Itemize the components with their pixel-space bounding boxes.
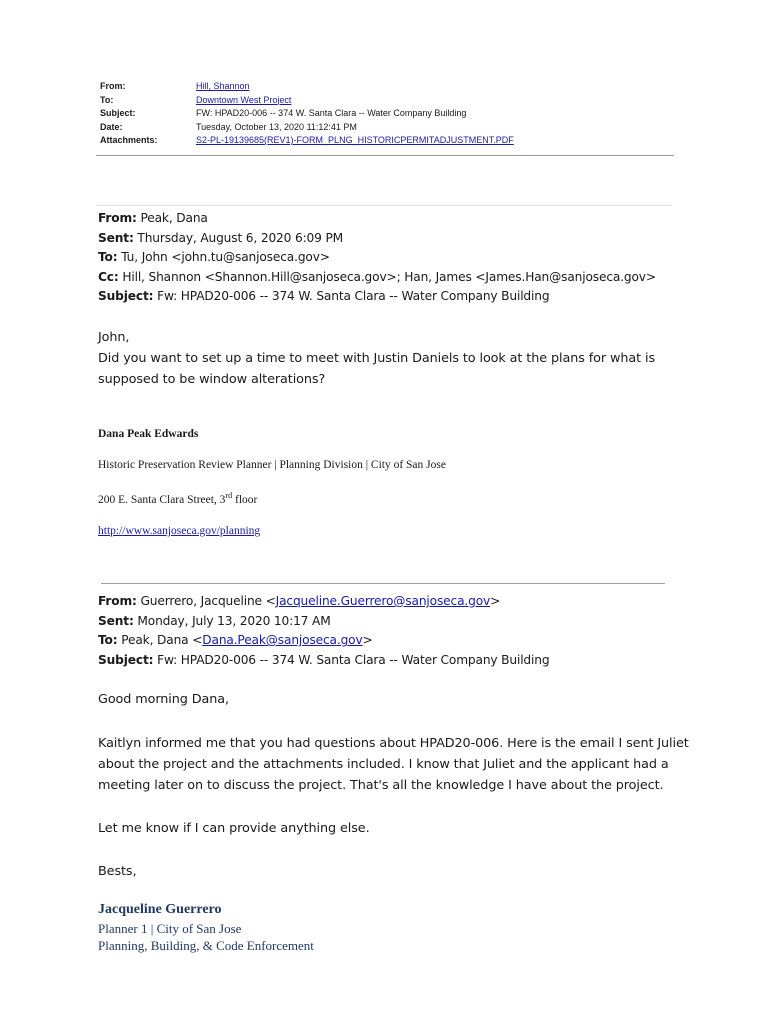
msg2-to-line: To: Peak, Dana <Dana.Peak@sanjoseca.gov> bbox=[98, 633, 373, 648]
msg2-header bbox=[98, 592, 549, 670]
msg2-paragraph bbox=[98, 733, 689, 796]
msg2-subject-line: Subject: Fw: HPAD20-006 -- 374 W. Santa Clara -- Water Company Building bbox=[98, 652, 550, 667]
msg2-sig-dept: Planning, Building, & Code Enforcement bbox=[98, 938, 314, 953]
msg1-cc-line: Cc: Hill, Shannon <Shannon.Hill@sanjoseca.gov>; Han, James <James.Han@sanjoseca.gov> bbox=[98, 269, 656, 284]
msg2-closing-line: Let me know if I can provide anything else. bbox=[98, 821, 370, 836]
msg2-from-line: From: Guerrero, Jacqueline <Jacqueline.Guerrero@sanjoseca.gov> bbox=[98, 594, 501, 608]
msg1-from-value: Peak, Dana bbox=[140, 211, 208, 225]
msg1-cc-value: Hill, Shannon <Shannon.Hill@sanjoseca.gov>; Han, James <James.Han@sanjoseca.gov> bbox=[122, 269, 656, 284]
msg1-sig-name: Dana Peak Edwards bbox=[98, 428, 199, 440]
msg1-sig-title: Historic Preservation Review Planner | Planning Division | City of San Jose bbox=[98, 459, 446, 471]
msg1-body-line: Did you want to set up a time to meet with Justin Daniels to look at the plans for what is bbox=[98, 351, 656, 366]
msg1-body bbox=[98, 327, 655, 390]
msg1-to-value: Tu, John <john.tu@sanjoseca.gov> bbox=[121, 250, 330, 265]
forward-header bbox=[100, 80, 514, 148]
msg1-subject-value: Fw: HPAD20-006 -- 374 W. Santa Clara -- Water Company Building bbox=[157, 289, 550, 304]
msg2-para-line: about the project and the attachments included. I know that Juliet and the applicant had a bbox=[98, 757, 669, 772]
msg1-sig-url-link[interactable]: http://www.sanjoseca.gov/planning bbox=[98, 525, 261, 537]
msg2-sig-name: Jacqueline Guerrero bbox=[98, 902, 222, 917]
msg2-para-line: meeting later on to discuss the project. That's all the knowledge I have about the project. bbox=[98, 778, 664, 793]
msg2-sig-title: Planner 1 | City of San Jose bbox=[98, 921, 242, 936]
msg1-sent-value: Thursday, August 6, 2020 6:09 PM bbox=[137, 230, 344, 245]
fwd-subject-label: Subject: bbox=[100, 108, 136, 118]
fwd-from-row bbox=[100, 80, 514, 94]
fwd-to-row bbox=[100, 94, 514, 108]
fwd-attachments-label: Attachments: bbox=[100, 135, 158, 145]
message-divider bbox=[101, 583, 665, 584]
fwd-attachments-row bbox=[100, 134, 514, 148]
attachment-link[interactable]: S2-PL-19139685(REV1)-FORM_PLNG_HISTORICPERMITADJUSTMENT.PDF bbox=[196, 135, 514, 145]
msg2-subject-value: Fw: HPAD20-006 -- 374 W. Santa Clara -- Water Company Building bbox=[157, 652, 550, 667]
fwd-subject-row bbox=[100, 107, 514, 121]
msg2-para-line: Kaitlyn informed me that you had questions about HPAD20-006. Here is the email I sent Juliet bbox=[98, 736, 689, 751]
msg1-header bbox=[98, 209, 656, 307]
msg1-subject-line: Subject: Fw: HPAD20-006 -- 374 W. Santa Clara -- Water Company Building bbox=[98, 289, 550, 304]
fwd-from-link[interactable]: Hill, Shannon bbox=[196, 81, 250, 91]
msg2-to-email-link[interactable]: Dana.Peak@sanjoseca.gov bbox=[202, 633, 363, 648]
fwd-date-row bbox=[100, 121, 514, 135]
msg1-body-line: John, bbox=[98, 330, 130, 345]
msg1-from-line: From: Peak, Dana bbox=[98, 211, 208, 225]
header-divider bbox=[96, 155, 674, 156]
fwd-to-label: To: bbox=[100, 94, 114, 105]
msg1-sig-address: 200 E. Santa Clara Street, 3rd floor bbox=[98, 491, 258, 506]
fwd-date-value: Tuesday, October 13, 2020 11:12:41 PM bbox=[196, 121, 357, 132]
msg2-from-email-link[interactable]: Jacqueline.Guerrero@sanjoseca.gov bbox=[275, 594, 491, 608]
msg2-sent-line: Sent: Monday, July 13, 2020 10:17 AM bbox=[98, 613, 331, 628]
msg1-body-line: supposed to be window alterations? bbox=[98, 372, 326, 387]
message-divider-light bbox=[96, 205, 672, 206]
msg2-signoff: Bests, bbox=[98, 864, 137, 879]
msg1-sent-line: Sent: Thursday, August 6, 2020 6:09 PM bbox=[98, 230, 344, 245]
fwd-from-label: From: bbox=[100, 81, 126, 91]
msg1-to-line: To: Tu, John <john.tu@sanjoseca.gov> bbox=[98, 250, 330, 265]
msg2-greeting: Good morning Dana, bbox=[98, 692, 229, 707]
fwd-to-link[interactable]: Downtown West Project bbox=[196, 94, 292, 105]
fwd-date-label: Date: bbox=[100, 121, 123, 132]
fwd-subject-value: FW: HPAD20-006 -- 374 W. Santa Clara -- Water Company Building bbox=[196, 108, 467, 118]
msg2-sent-value: Monday, July 13, 2020 10:17 AM bbox=[137, 613, 331, 628]
